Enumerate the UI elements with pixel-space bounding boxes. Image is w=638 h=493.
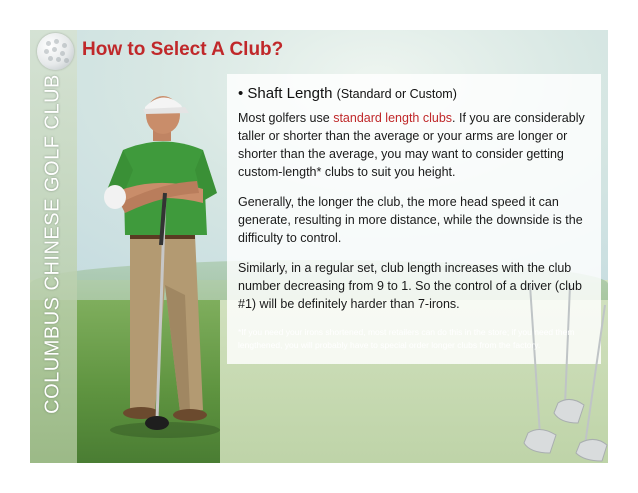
bullet-heading-note: (Standard or Custom) — [336, 87, 457, 101]
footnote: *If you need your irons shortened, most retailers can do this in the store; if you need them lengthened, you will probably have to special order longer clubs from the factory. — [238, 327, 575, 350]
club-name-vertical: COLUMBUS CHINESE GOLF CLUB — [41, 74, 64, 414]
paragraph-head-speed: Generally, the longer the club, the more head speed it can generate, resulting in more distance, while the downside is the difficulty to control. — [238, 195, 583, 245]
bullet-heading — [238, 85, 457, 102]
highlight-standard-length: standard length clubs — [333, 111, 453, 125]
slide — [30, 30, 608, 463]
golfer-illustration — [85, 85, 235, 445]
paragraph-1-lead: Most golfers use — [238, 111, 334, 125]
golf-ball-icon — [37, 33, 74, 70]
paragraph-1-rest: . If you are considerably taller or shorter than the average or your arms are longer or shorter than the average, you may want to consider getting custom-length* clubs to suit you height. — [238, 111, 585, 179]
paragraph-club-length: Similarly, in a regular set, club length increases with the club number decreasing from 9 to 1. So the control of a driver (club #1) will be definitely harder than 7-irons. — [238, 261, 582, 311]
side-band — [30, 30, 77, 463]
slide-title: How to Select A Club? — [82, 39, 284, 60]
bullet-heading-text: • Shaft Length — [238, 85, 333, 102]
paragraph-standard-length — [238, 109, 598, 181]
